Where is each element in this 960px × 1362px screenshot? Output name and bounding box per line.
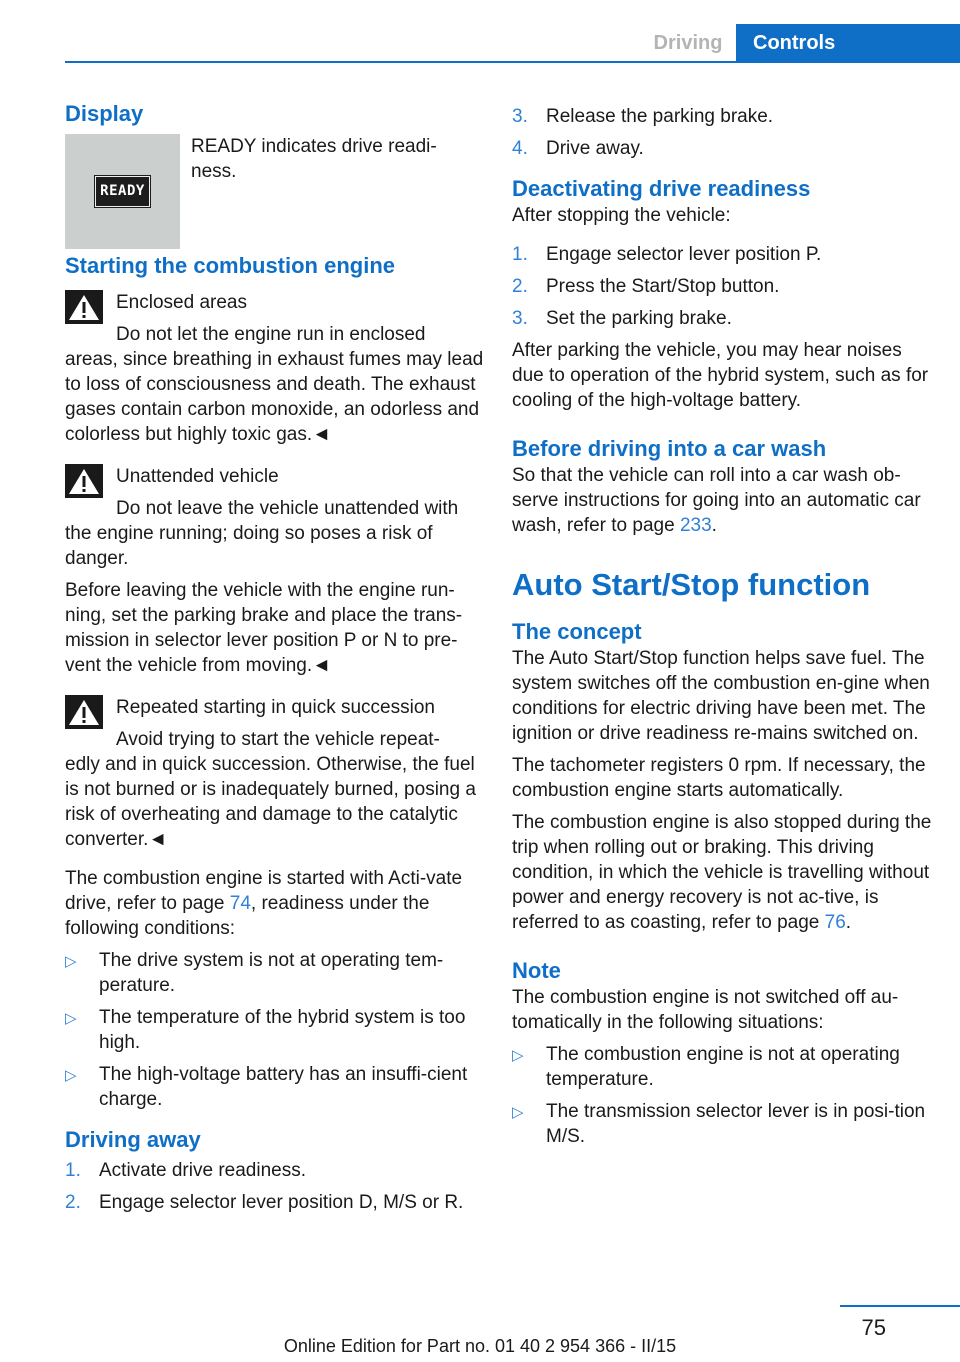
- step-number: 2.: [512, 276, 528, 297]
- footer-rule: [840, 1305, 960, 1307]
- list-item-text: Activate drive readiness.: [99, 1160, 306, 1181]
- warning-title: Repeated starting in quick succession: [116, 697, 435, 718]
- carwash-heading: Before driving into a car wash: [512, 436, 827, 461]
- list-item: [512, 242, 932, 267]
- warning-body-rest: the engine running; doing so poses a risk of danger.: [65, 523, 433, 569]
- warning-unattended-vehicle: [65, 464, 485, 678]
- warning-body-first: Do not let the engine run in enclosed: [116, 324, 426, 345]
- list-item-text: Engage selector lever position D, M/S or R.: [99, 1192, 464, 1213]
- warning-icon: [65, 695, 103, 729]
- step-number: 3.: [512, 106, 528, 127]
- list-item: [65, 1062, 485, 1112]
- step-number: 3.: [512, 308, 528, 329]
- coasting-text-a: The combustion engine is also stopped during the trip when rolling out or braking. This driving condition, in which the vehicle is travelling without power and energy recovery is not ac-tive, is referred to as coasting, refer to page: [512, 812, 932, 933]
- page-number: 75: [861, 1315, 886, 1340]
- warning-title: Unattended vehicle: [116, 466, 279, 487]
- started-text-a: The combustion engine is started with Acti-vate drive, refer to page: [65, 868, 463, 914]
- left-column: [65, 100, 485, 1222]
- display-section: [65, 100, 485, 250]
- started-text-b: , readiness under the following conditions:: [65, 893, 430, 939]
- list-item: [512, 306, 932, 331]
- warning-extra-text: Before leaving the vehicle with the engine run-ning, set the parking brake and place the trans-mission in selector lever position P or N to pre-vent the vehicle from moving.◄: [65, 580, 463, 676]
- list-item: [512, 274, 932, 299]
- deactivating-steps-list: [512, 242, 932, 331]
- auto-start-stop-heading: Auto Start/Stop function: [512, 567, 871, 602]
- edition-text: Online Edition for Part no. 01 40 2 954 366 - II/15: [283, 1336, 677, 1356]
- list-item: [512, 1042, 932, 1092]
- list-item-text: Engage selector lever position P.: [546, 244, 822, 265]
- list-item: [512, 136, 932, 161]
- list-item-text: The combustion engine is not at operating temperature.: [546, 1044, 900, 1090]
- list-item: [65, 1190, 485, 1215]
- after-stopping-text: After stopping the vehicle:: [512, 205, 731, 226]
- warning-icon: [65, 464, 103, 498]
- edition-footer: [0, 1336, 960, 1357]
- driving-away-heading: Driving away: [65, 1127, 201, 1152]
- list-item: [512, 104, 932, 129]
- coasting-text-b: .: [845, 912, 852, 933]
- warning-body-first: Do not leave the vehicle unattended with: [116, 498, 459, 519]
- after-parking-text: After parking the vehicle, you may hear noises due to operation of the hybrid system, such as for cooling of the high-voltage battery.: [512, 340, 929, 411]
- warning-body: [65, 496, 485, 571]
- triangle-bullet-icon: ▷: [512, 1104, 524, 1121]
- driving-steps-list: [65, 1158, 485, 1215]
- coasting-paragraph: [512, 810, 932, 935]
- page-link-74[interactable]: 74: [229, 893, 251, 914]
- display-heading: Display: [65, 101, 144, 126]
- starting-heading: Starting the combustion engine: [65, 253, 396, 278]
- warning-body-rest: edly and in quick succession. Otherwise, the fuel is not burned or is inadequately burned, posing a risk of overheating and damage to the catalytic converter.◄: [65, 754, 476, 850]
- header-tab-driving: Driving: [653, 31, 723, 54]
- list-item: [512, 1099, 932, 1149]
- display-text: READY indicates drive readi-ness.: [191, 136, 437, 182]
- header-tab-controls: Controls: [736, 24, 960, 62]
- right-column: [512, 100, 932, 1156]
- warning-body-first: Avoid trying to start the vehicle repeat-: [116, 729, 440, 750]
- note-list: [512, 1042, 932, 1149]
- step-number: 2.: [65, 1192, 81, 1213]
- carwash-paragraph: [512, 463, 932, 538]
- page-link-76[interactable]: 76: [824, 912, 846, 933]
- list-item-text: The transmission selector lever is in posi-tion M/S.: [546, 1101, 926, 1147]
- list-item: [65, 1158, 485, 1183]
- triangle-bullet-icon: ▷: [65, 1010, 77, 1027]
- step-number: 4.: [512, 138, 528, 159]
- conditions-list: [65, 948, 485, 1112]
- carwash-text-a: So that the vehicle can roll into a car wash ob-serve instructions for going into an automatic car wash, refer to page: [512, 465, 921, 536]
- list-item-text: Release the parking brake.: [546, 106, 774, 127]
- warning-title: Enclosed areas: [116, 292, 247, 313]
- list-item-text: The temperature of the hybrid system is too high.: [99, 1007, 466, 1053]
- list-item-text: The drive system is not at operating tem-perature.: [99, 950, 444, 996]
- list-item-text: Set the parking brake.: [546, 308, 732, 329]
- triangle-bullet-icon: ▷: [65, 1067, 77, 1084]
- tachometer-text: The tachometer registers 0 rpm. If necessary, the combustion engine starts automatically.: [512, 755, 926, 801]
- ready-badge: READY: [95, 176, 150, 207]
- note-heading: Note: [512, 958, 561, 983]
- step-number: 1.: [65, 1160, 81, 1181]
- warning-repeated-starting: [65, 695, 485, 852]
- step-number: 1.: [512, 244, 528, 265]
- list-item-text: The high-voltage battery has an insuffi-cient charge.: [99, 1064, 468, 1110]
- carwash-text-b: .: [711, 515, 717, 536]
- header-rule: [65, 61, 960, 63]
- deactivating-heading: Deactivating drive readiness: [512, 176, 811, 201]
- list-item-text: Press the Start/Stop button.: [546, 276, 780, 297]
- concept-heading: The concept: [512, 619, 642, 644]
- concept-text: The Auto Start/Stop function helps save fuel. The system switches off the combustion en-gine when conditions for electric driving have been met. The ignition or drive readiness re-mains switched on.: [512, 648, 930, 744]
- warning-body: [65, 727, 485, 852]
- page-link-233[interactable]: 233: [679, 515, 712, 536]
- driving-steps-continued: [512, 104, 932, 161]
- started-paragraph: [65, 866, 485, 941]
- triangle-bullet-icon: ▷: [65, 953, 77, 970]
- warning-body: [65, 322, 485, 447]
- note-text: The combustion engine is not switched off au-tomatically in the following situations:: [512, 987, 899, 1033]
- list-item: [65, 948, 485, 998]
- warning-body-rest: areas, since breathing in exhaust fumes may lead to loss of consciousness and death. The exhaust gases contain carbon monoxide, an odorless and colorless but highly toxic gas.◄: [65, 349, 484, 445]
- warning-enclosed-areas: [65, 290, 485, 447]
- list-item: [65, 1005, 485, 1055]
- list-item-text: Drive away.: [546, 138, 644, 159]
- ready-indicator-image: [65, 134, 180, 249]
- warning-icon: [65, 290, 103, 324]
- triangle-bullet-icon: ▷: [512, 1047, 524, 1064]
